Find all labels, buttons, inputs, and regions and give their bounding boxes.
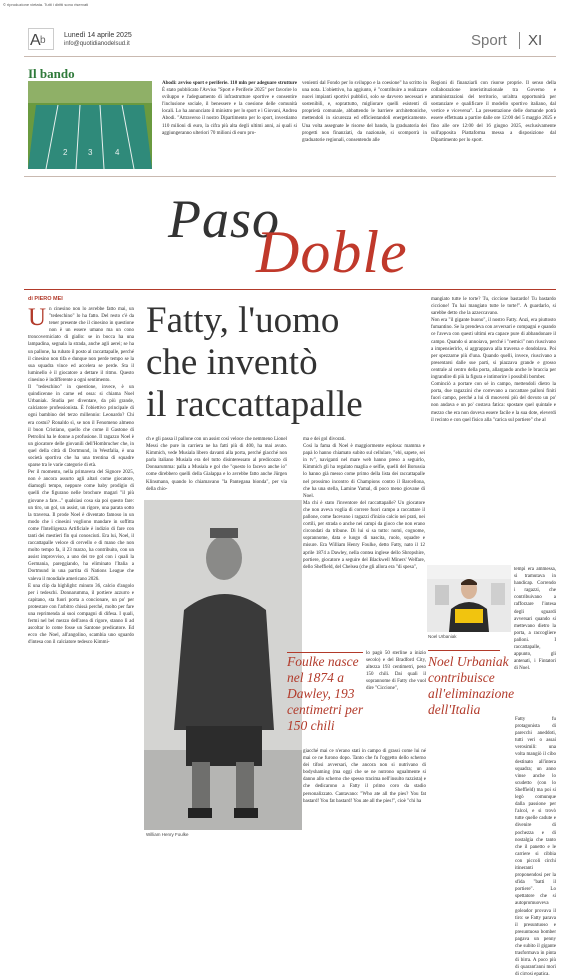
article-col-4-c-text: Fatty fu protagonista di parecchi aneddoti, tutti veri o assai verosimili: una volta mangiò il cibo destinato all'intera squadra; un anno vinse anche lo scudetto (con lo Sheffield) ma poi si legò comunque dalla passione per l'alcol, e si trovò tutte quelle cadute e divenire di pochezza e di nostalgia che tanto che il panetto e le carriere si cibbia con piccoli circhi itineranti proponendosi per la sfida "batti il portiere". Lo spettatore che si autopromuoveva goleador provava il tiro: se Fatty parava il presuntuoso e presuntuoso bomber pagava un penny che subito il gigante trasformava in pinta di birra. A poco più di quarant'anni morì di cirrosi epatica. bbox=[515, 717, 556, 978]
bando-text-1: È stato pubblicato l'Avviso "Sport e Periferie 2025" per favorire lo sviluppo e l'adeguamento di infrastrutture sportive e consentire l'inclusione sociale, il benessere e la coesione delle comunità locali. Lo ha annunciato il ministro per lo sport e i Giovani, Andrea Abodi. "Attraverso il nostro Dipartimento per lo sport, investiamo 110 milioni di euro, la cifra più alta degli ultimi anni, ai quali si aggiungeranno ulteriori 70 milioni di euro pro- bbox=[162, 88, 297, 136]
track-photo bbox=[28, 81, 152, 169]
bando-lead: Abodi: avviso sport e periferie. 110 mln per adeguare strutture bbox=[162, 81, 297, 86]
foulke-photo bbox=[144, 500, 302, 830]
article-col-4-b: tempi era ammessa, si tramutava in handicap. Correndo i ragazzi, che contribuivano a rafforzare l'intesa degli sguardi avversari quando si mettevano dietro la porta, a raccogliere palloni. I raccattapalle, appunto, gli antenati, i Fintatori di Noel. bbox=[514, 567, 556, 672]
byline: di PIERO MEI bbox=[28, 296, 63, 302]
header-rule bbox=[24, 56, 556, 57]
bando-title: Il bando bbox=[28, 66, 75, 81]
drop-cap: U bbox=[28, 304, 47, 331]
header-divider bbox=[519, 32, 520, 49]
article-col-1 bbox=[28, 306, 134, 858]
article-col-4: mangiato tutte le torte? Tu, ciccione bastardo! Tu bastardo ciccione! Tu hai mangiato tutte le torte!". A guardarlo, si sarebbe detto che la azzeccavano. Non era "il gigante buono", il nostro Fatty. Anzi, era piuttosto fumantino. Se la prendeva con avversari e compagni e quando ce l'aveva con questi ultimi era capace pure di abbandonare il campo. Quando si annoiava, perché i "nemici" non riuscivano a impensierirlo, si aggrappava alla traversa e dondolava. Poi per spezzarne più d'una. Quando quelli, invece, riuscivano a presentarsi dalle sue parti, si piazzava grande e grosso centrale al centro della porta, allargando anche le braccia per ingrandire di più la figura e intimorire i possibili bomber. Cominciò a portare con sé in campo, mettendoli dietro la porta, due ragazzini che correvano a raccattare palloni finiti fuori campo, perché a lui di muoversi più del dovuto un po' non andava e un po' costava fatica: spostare quel quintale e mezzo che era non doveva essere facile e la sua dote, eleverdi il recinto e con quel fisico alla "carica sul portiere" che al bbox=[431, 297, 556, 423]
headline-line-1: Fatty, l'uomo bbox=[146, 300, 340, 341]
rubric-doble: Doble bbox=[256, 219, 408, 285]
rubric-rule bbox=[24, 289, 556, 290]
bando-col-3: Regioni di finanziarli con risorse proprie. Il senso della collaborazione interistituzionale tra Governo e amministrazioni del territorio, un'altra opportunità per sostanziare e qualificare il modello sportivo italiano, dal vertice e viceversa". La presentazione delle domande potrà essere effettuata a partire dalle ore 12:00 del 5 maggio 2025 e fino alle ore 12:00 del 16 giugno 2025, esclusivamente sull'apposita Piattaforma messa a disposizione dal Dipartimento per lo sport. bbox=[431, 81, 556, 143]
bando-col-1 bbox=[162, 80, 297, 168]
foulke-photo-caption: William Henry Foulke bbox=[146, 832, 189, 837]
bando-col-2: venienti dal Fondo per lo sviluppo e la coesione" ha scritto in una nota. L'obiettivo, ha aggiunto, è "contribuire a realizzare nuovi impianti sportivi pubblici, solo se davvero necessari e sostenibili, e, soprattutto, migliorare quelli esistenti di proprietà comunale, abbattendo le barriere architettoniche, mettendoli in sicurezza ed efficientandoli energeticamente. Una volta assegnate le risorse del bando, la graduatoria dei progetti non finanziati, da nazionale, si scomporrà in graduatorie regionali, consentendo alle bbox=[302, 81, 427, 143]
pull-quote-2: Noel Urbaniak contribuisce all'eliminazione dell'Italia bbox=[428, 654, 515, 717]
quote-2-rule bbox=[428, 650, 500, 651]
headline-line-3: il raccattapalle bbox=[146, 384, 363, 425]
header-date: Lunedì 14 aprile 2025 bbox=[64, 32, 132, 39]
newspaper-logo bbox=[28, 28, 54, 50]
article-col-2: ch e gli passa il pallone con un assist così veloce che nemmeno Lionel Messi che pure in carriera ne ha fatti più di 400, ha mai avuto. Kimmich, vede Musiala libero davanti alla porta, perché giacché non parla italiano Musiala era del tutto disinteressato al predicozzo di Donnarumma: palla a Musiala e gol che "questo lo facevo anche io" come direbbero quelli della Gialappa e lo avrebbe fatto anche Jürgen Klinsmann, quando lo chiamavano "la Pantegana bionda", per via della chio- bbox=[146, 437, 287, 492]
article-col-3: ma e dei gol divorati. Così la fama di Noel è maggiormente esplosa: mamma e papà lo hanno chiamato subito sul cellulare, "ehi, sapete, sei in tv", naviganti nel mare web hanno preso a seguirlo, Kimmich gli ha regalato maglia e selfie, quelli del Borussia lo hanno già messo come primo della lista dei raccattapalle nel prossimo incontro di Champions contro il Barcellona, che ha una stella, Lamine Yamal, di poco meno giovane di Noel. Ma chi è stato l'inventore del raccattapalle? Un giocatore che non aveva voglia di correre fuori campo a raccattare il pallone, come facevano i ragazzi d'inizio calcio nei prati, nei cortili, per strada o anche nei campi da gioco che non erano circondati da tribune. Di lui si sa tutto: nomi, cognome, soprannome, data e luogo di nascita, ruolo, squadre e misure. Era William Henry Foulke, detto Fatty, nato il 12 aprile 1874 a Dawley, nella contea inglese dello Shropshire, portiere, giocatore a seguire del Blackwell Miners' Welfare, dello Sheffield, del Chelsea (che gli allora era "di spesa", bbox=[303, 437, 425, 570]
svg-text:b: b bbox=[40, 35, 46, 46]
pull-quote-1: Foulke nasce nel 1874 a Dawley, 193 centimetri per 150 chili bbox=[287, 654, 364, 733]
urbaniak-photo-caption: Noel Urbaniak bbox=[428, 634, 457, 639]
headline bbox=[146, 300, 426, 426]
page-number: XI bbox=[528, 32, 543, 49]
urbaniak-photo bbox=[427, 565, 511, 632]
svg-text:4: 4 bbox=[115, 148, 120, 157]
copyright-notice: © riproduzione vietata. Tutti i diritti sono riservati bbox=[3, 2, 89, 7]
section-label: Sport bbox=[471, 32, 507, 49]
quote-1-rule bbox=[287, 652, 363, 653]
headline-line-2: che inventò bbox=[146, 342, 318, 383]
article-col-3-c: giacché mai ce n'erano stati in campo di grassi come lui né mai ce ne furono dopo. Tanto che fu l'oggetto dello scherno dei tifosi avversari, che ancora non si nutrivano di bodyshaming (ma oggi che se ne nutrono ugualmente si danno allo scherno che spesso tracima nell'insulto razzista) e che dedicarono a Fatty il primo coro da stadio personalizzato. Cantavano: "Who ate all the pies? You fat bastard! You fat bastard! You ate all the pies!", cioè "chi ha bbox=[303, 749, 426, 804]
svg-text:A: A bbox=[30, 32, 41, 49]
svg-text:2: 2 bbox=[63, 148, 68, 157]
article-col-1-text: n cinesino non lo avrebbe fatto mai, un "tedeschino" lo ha fatto. Del resto c'è da tener presente che il cinesino in questione non è un essere umano ma un cono troncoverniciato di giallo: se in bocca ha una lampadina, segnala la strada, anche agli aerei; se ha un pallone, ha rubato il posto al raccattapalle, perché il cinesino non tifa e dunque non perde tempo se la sua squadra vince ed accelera se perde. Sta il luminello è il giocatore a dettare il ritmo. Questo cinesino è indifferente a ogni sentimento. Il "tedeschino" in questione, invece, è un quindicenne in carne ed ossa: si chiama Noel Urbaniak. Studia per diventare, da più grande, calciatore professionista. È l'obiettivo principale di ogni bambino del terzo millennio: Leonardo? Chi era costui? Ronaldo sì, se non il Fenomeno almeno il buon Cristiano, quello che come il Gastone di Petrolini ha le donne a profusione. Il ragazzo Noel è un giocatore delle giovanili dell'Hombrucher che, in quel della città di Dortmund, in Westfalia, è una società sportiva che ha una trentina di squadre sparse tra le varie categorie di età. Per il momento, nella primavera del Signore 2025, non è ancora assurto agli altari come giocatore, diamogli tempo, neppure come baby prodigio di quelli che figurano nelle brochure magari "il più giovane a fare..." qualsiasi cosa sia poi questo fare: un tiro, un gol, un assist, un rigore, una parata sotto la traversa. Il prode Noel è diventato famoso in un modo che i cinesini vogliono mandare in soffitta come l'Intelligenza Artificiale è indizio di fare con tanti dei mestieri fin qui conosciuti. Era lui, Noel, il raccattapalle veloce di cervello e di mano che non molto tempo fa, il 23 marzo, ha contribuito, con un assist improvviso, a uno dei tre gol con i quali la Germania, pareggiando, ha eliminato l'Italia a Dortmund in una partita di Nations League che valeva il mondiale americano 2026. E una clip da highlight: minuto 36, calcio d'angolo per i tedeschi. Donnarumma, il portiere azzurro e capitano, sta fuori porta a concionare, un po' per protestare con l'arbitro chissà perché, molto per fare una reprimenda ai suoi compagni di difesa. I quali, fermi nel bel mezzo dell'area di rigore, stanno lì ad ascoltar lo come fosse un Santone predicatore. Ed ecco che Noel, all'angolino, scambia uno sguardo d'intesa con il calciatore tedesco Kimmi- bbox=[28, 307, 134, 646]
svg-text:3: 3 bbox=[88, 148, 93, 157]
rubric-paso: Paso bbox=[168, 189, 280, 249]
article-col-4-c bbox=[431, 716, 556, 978]
article-col-3-b: lo pagò 50 sterline a inizio secolo) e del Bradford City, altezza 193 centimetri, peso 150 chili. Dai quali il soprannome di Fatty che vuol dire "Ciccione", bbox=[366, 651, 426, 692]
bando-rule bbox=[24, 176, 556, 177]
header-email[interactable]: info@quotidianodelsud.it bbox=[64, 41, 130, 47]
